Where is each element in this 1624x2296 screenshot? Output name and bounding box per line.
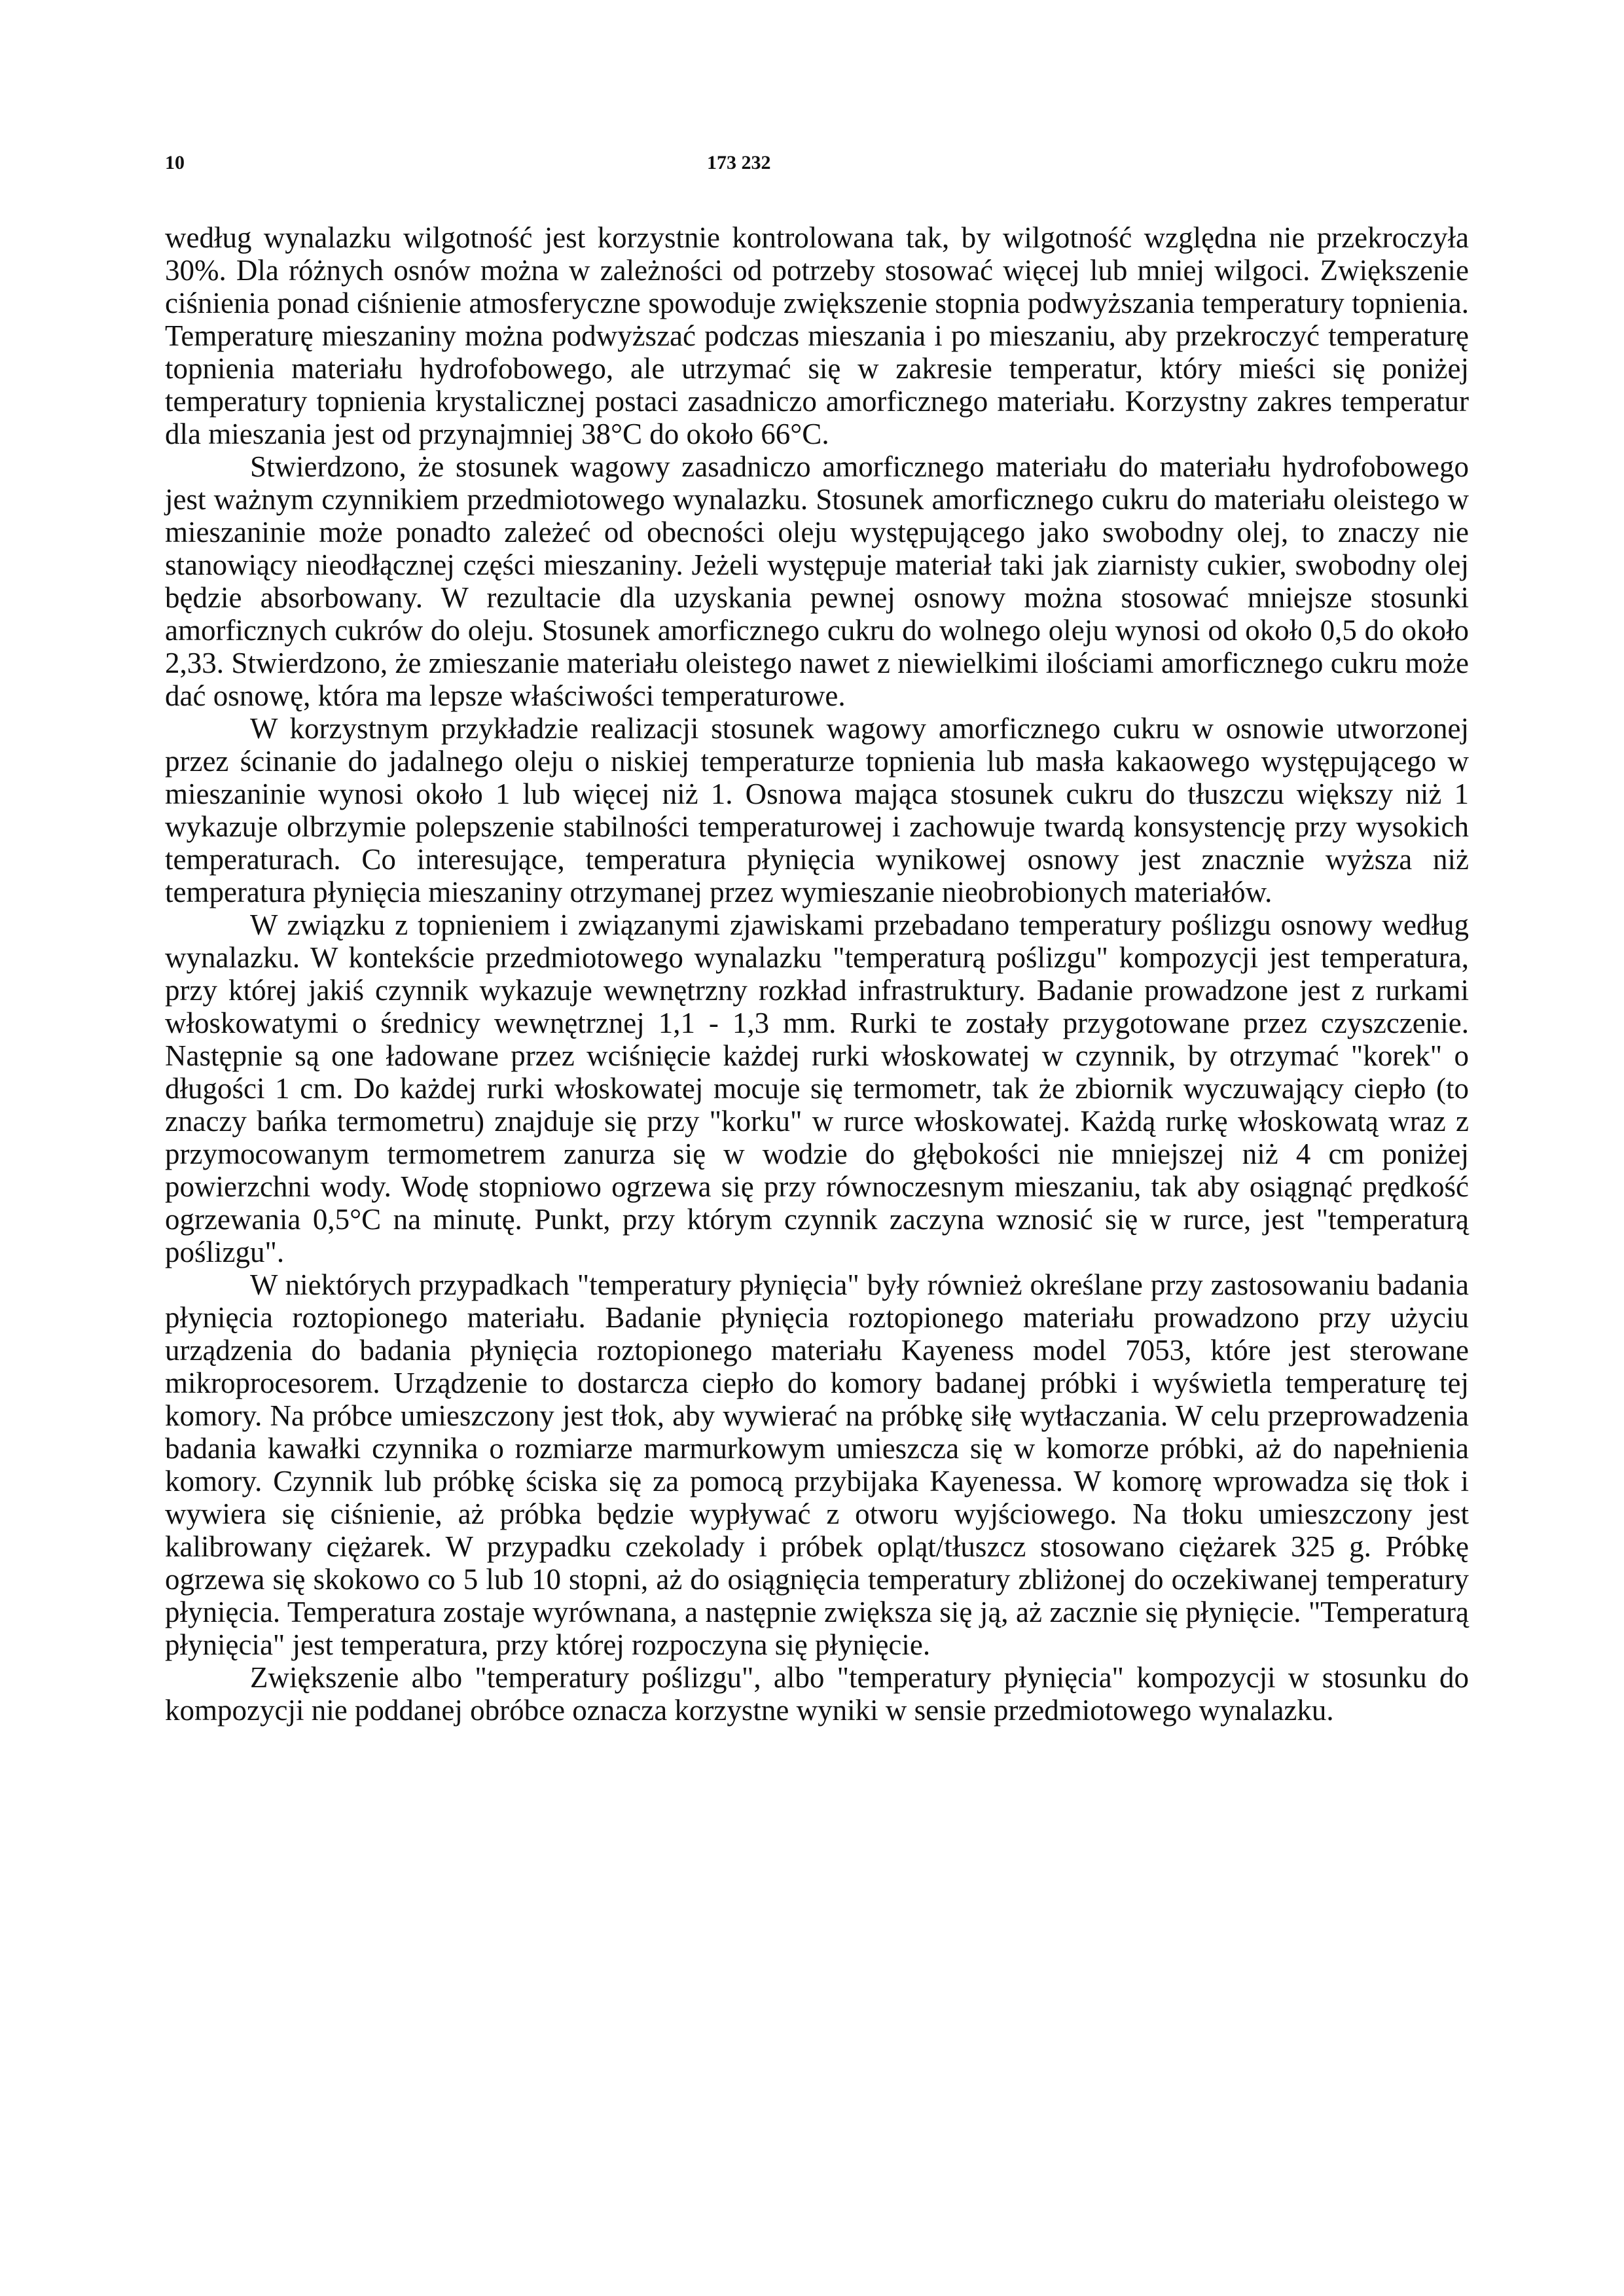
paragraph-3: W korzystnym przykładzie realizacji stosunek wagowy amorficznego cukru w osnowie utworzonej przez ścinanie do jadalnego oleju o niskiej temperaturze topnienia lub masła kakaowego występującego w mieszaninie wynosi około 1 lub więcej niż 1. Osnowa mająca stosunek cukru do tłuszczu większy niż 1 wykazuje olbrzymie polepszenie stabilności temperaturowej i zachowuje twardą konsystencję przy wysokich temperaturach. Co interesujące, temperatura płynięcia wynikowej osnowy jest znacznie wyższa niż temperatura płynięcia mieszaniny otrzymanej przez wymieszanie nieobrobionych materiałów. <box>165 712 1469 908</box>
page-number: 10 <box>165 152 185 173</box>
paragraph-5: W niektórych przypadkach "temperatury płynięcia" były również określane przy zastosowaniu badania płynięcia roztopionego materiału. Badanie płynięcia roztopionego materiału prowadzono przy użyciu urządzenia do badania płynięcia roztopionego materiału Kayeness model 7053, które jest sterowane mikroprocesorem. Urządzenie to dostarcza ciepło do komory badanej próbki i wyświetla temperaturę tej komory. Na próbce umieszczony jest tłok, aby wywierać na próbkę siłę wytłaczania. W celu przeprowadzenia badania kawałki czynnika o rozmiarze marmurkowym umieszcza się w komorze próbki, aż do napełnienia komory. Czynnik lub próbkę ściska się za pomocą przybijaka Kayenessa. W komorę wprowadza się tłok i wywiera się ciśnienie, aż próbka będzie wypływać z otworu wyjściowego. Na tłoku umieszczony jest kalibrowany ciężarek. W przypadku czekolady i próbek opląt/tłuszcz stosowano ciężarek 325 g. Próbkę ogrzewa się skokowo co 5 lub 10 stopni, aż do osiągnięcia temperatury zbliżonej do oczekiwanej temperatury płynięcia. Temperatura zostaje wyrównana, a następnie zwiększa się ją, aż zacznie się płynięcie. "Temperaturą płynięcia" jest temperatura, przy której rozpoczyna się płynięcie. <box>165 1268 1469 1661</box>
document-body <box>165 221 1469 1727</box>
paragraph-6: Zwiększenie albo "temperatury poślizgu", albo "temperatury płynięcia" kompozycji w stosunku do kompozycji nie poddanej obróbce oznacza korzystne wyniki w sensie przedmiotowego wynalazku. <box>165 1661 1469 1727</box>
patent-number: 173 232 <box>707 152 771 173</box>
paragraph-4: W związku z topnieniem i związanymi zjawiskami przebadano temperatury poślizgu osnowy według wynalazku. W kontekście przedmiotowego wynalazku "temperaturą poślizgu" kompozycji jest temperatura, przy której jakiś czynnik wykazuje wewnętrzny rozkład infrastruktury. Badanie prowadzone jest z rurkami włoskowatymi o średnicy wewnętrznej 1,1 - 1,3 mm. Rurki te zostały przygotowane przez czyszczenie. Następnie są one ładowane przez wciśnięcie każdej rurki włoskowatej w czynnik, by otrzymać "korek" o długości 1 cm. Do każdej rurki włoskowatej mocuje się termometr, tak że zbiornik wyczuwający ciepło (to znaczy bańka termometru) znajduje się przy "korku" w rurce włoskowatej. Każdą rurkę włoskowatą wraz z przymocowanym termometrem zanurza się w wodzie do głębokości nie mniejszej niż 4 cm poniżej powierzchni wody. Wodę stopniowo ogrzewa się przy równoczesnym mieszaniu, tak aby osiągnąć prędkość ogrzewania 0,5°C na minutę. Punkt, przy którym czynnik zaczyna wznosić się w rurce, jest "temperaturą poślizgu". <box>165 908 1469 1268</box>
paragraph-2: Stwierdzono, że stosunek wagowy zasadniczo amorficznego materiału do materiału hydrofobowego jest ważnym czynnikiem przedmiotowego wynalazku. Stosunek amorficznego cukru do materiału oleistego w mieszaninie może ponadto zależeć od obecności oleju występującego jako swobodny olej, to znaczy nie stanowiący nieodłącznej części mieszaniny. Jeżeli występuje materiał taki jak ziarnisty cukier, swobodny olej będzie absorbowany. W rezultacie dla uzyskania pewnej osnowy można stosować mniejsze stosunki amorficznych cukrów do oleju. Stosunek amorficznego cukru do wolnego oleju wynosi od około 0,5 do około 2,33. Stwierdzono, że zmieszanie materiału oleistego nawet z niewielkimi ilościami amorficznego cukru może dać osnowę, która ma lepsze właściwości temperaturowe. <box>165 450 1469 712</box>
paragraph-1: według wynalazku wilgotność jest korzystnie kontrolowana tak, by wilgotność względna nie przekroczyła 30%. Dla różnych osnów można w zależności od potrzeby stosować więcej lub mniej wilgoci. Zwiększenie ciśnienia ponad ciśnienie atmosferyczne spowoduje zwiększenie stopnia podwyższania temperatury topnienia. Temperaturę mieszaniny można podwyższać podczas mieszania i po mieszaniu, aby przekroczyć temperaturę topnienia materiału hydrofobowego, ale utrzymać się w zakresie temperatur, który mieści się poniżej temperatury topnienia krystalicznej postaci zasadniczo amorficznego materiału. Korzystny zakres temperatur dla mieszania jest od przynajmniej 38°C do około 66°C. <box>165 221 1469 450</box>
page-header <box>165 152 1469 191</box>
